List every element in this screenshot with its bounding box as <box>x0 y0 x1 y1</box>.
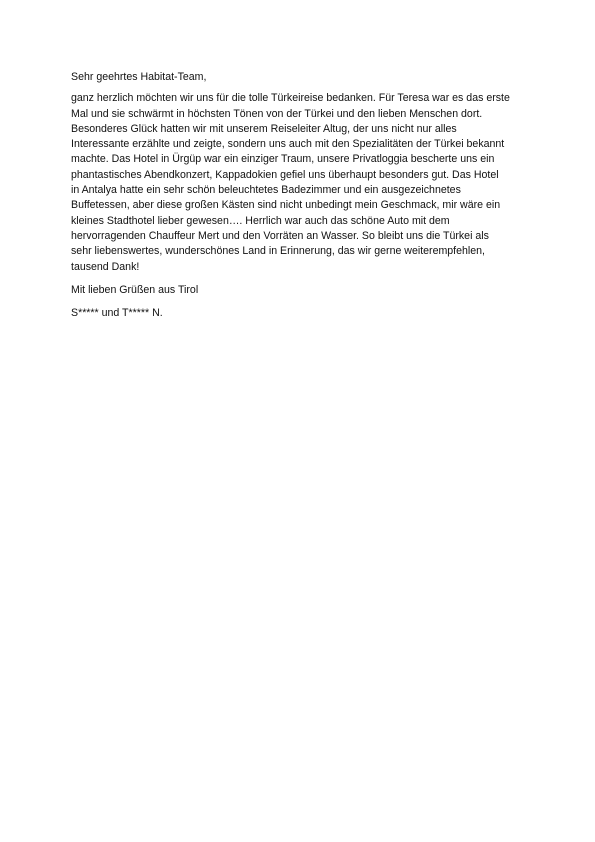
signature: S***** und T***** N. <box>71 307 163 320</box>
body-paragraph <box>71 91 531 275</box>
body-line: sehr liebenswertes, wunderschönes Land in Erinnerung, das wir gerne weiterempfehlen, <box>71 245 485 258</box>
body-line: phantastisches Abendkonzert, Kappadokien gefiel uns überhaupt besonders gut. Das Hotel <box>71 168 499 181</box>
body-line: Interessante erzählte und zeigte, sondern uns auch mit den Spezialitäten der Türkei bekannt <box>71 138 505 151</box>
salutation: Sehr geehrtes Habitat-Team, <box>71 71 207 83</box>
body-line: Besonderes Glück hatten wir mit unserem Reiseleiter Altug, der uns nicht nur alles <box>71 122 457 135</box>
body-line: hervorragenden Chauffeur Mert und den Vorräten an Wasser. So bleibt uns die Türkei als <box>71 229 489 242</box>
body-line: Mal und sie schwärmt in höchsten Tönen von der Türkei und den lieben Menschen dort. <box>71 107 483 120</box>
letter-body <box>71 70 531 321</box>
body-line: kleines Stadthotel lieber gewesen…. Herrlich war auch das schöne Auto mit dem <box>71 214 450 227</box>
body-line: tausend Dank! <box>71 260 140 273</box>
body-line: in Antalya hatte ein sehr schön beleuchtetes Badezimmer und ein ausgezeichnetes <box>71 184 461 197</box>
body-line: Buffetessen, aber diese großen Kästen sind nicht unbedingt mein Geschmack, mir wäre ein <box>71 199 501 212</box>
body-line: machte. Das Hotel in Ürgüp war ein einziger Traum, unsere Privatloggia bescherte uns ein <box>71 153 495 166</box>
body-line: ganz herzlich möchten wir uns für die tolle Türkeireise bedanken. Für Teresa war es das erste <box>71 92 510 105</box>
closing: Mit lieben Grüßen aus Tirol <box>71 283 199 296</box>
